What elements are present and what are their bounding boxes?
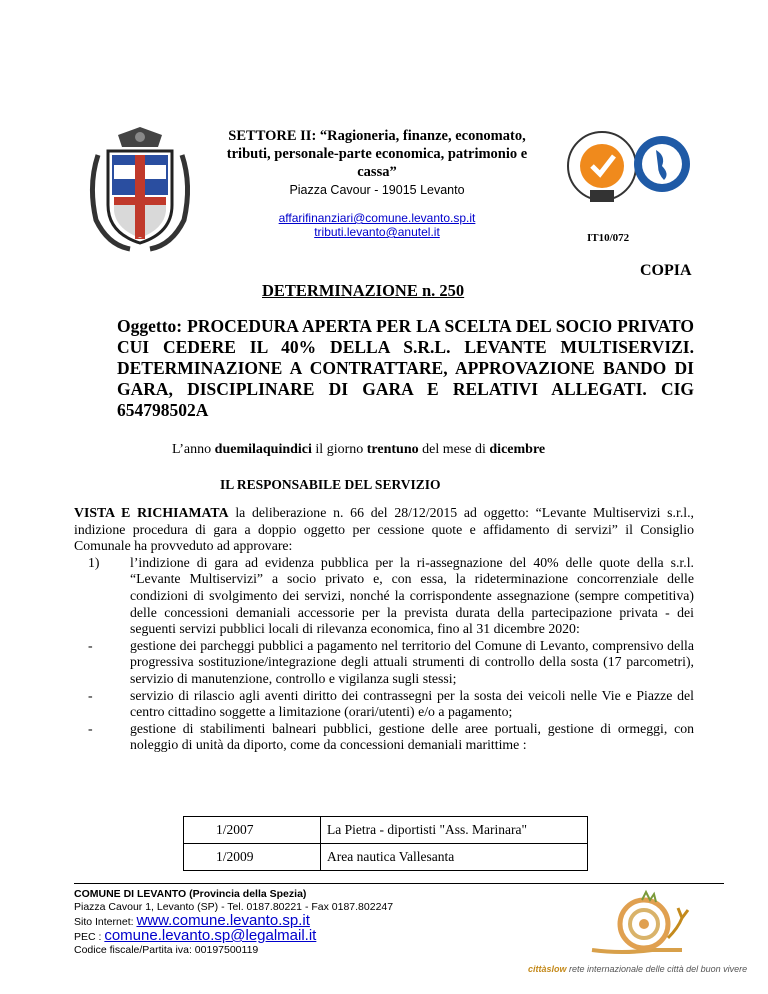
list-item [74, 638, 694, 688]
iso-certification-logo-icon [566, 126, 694, 208]
concession-desc: Area nautica Vallesanta [321, 844, 588, 871]
responsible-heading: IL RESPONSABILE DEL SERVIZIO [220, 477, 441, 492]
subject-heading: Oggetto: PROCEDURA APERTA PER LA SCELTA DEL SOCIO PRIVATO CUI CEDERE IL 40% DELLA S.R.L. LEVANTE MULTISERVIZI. DETERMINAZIONE A CONTRATTARE, APPROVAZIONE BANDO DI GARA, DISCIPLINARE DI GARA E RELATIVI ALLEGATI. CIG 654798502A [117, 316, 694, 420]
cittaslow-snail-logo-icon [582, 888, 712, 958]
concession-code: 1/2009 [184, 844, 321, 871]
document-body [74, 505, 694, 754]
list-marker: 1) [88, 554, 100, 570]
dash-marker: - [88, 720, 93, 736]
municipal-crest-icon [78, 125, 202, 253]
network-tagline: rete internazionale delle città del buon vivere [566, 964, 748, 974]
vista-text: la deliberazione n. 66 del 28/12/2015 ad oggetto: “Levante Multiservizi s.r.l., indizione procedura di gara a doppio oggetto per cessione quote e affidamento di servizi” il Consiglio Comunale ha provveduto ad approvare: [74, 505, 695, 554]
month-prefix: del mese di [418, 442, 490, 457]
network-brand: cittàslow [528, 964, 567, 974]
page-footer [74, 888, 393, 957]
office-address: Piazza Cavour - 19015 Levanto [289, 183, 465, 197]
date-line [172, 442, 545, 458]
footer-pec-line [74, 929, 393, 944]
concession-desc: La Pietra - diportisti "Ass. Marinara" [321, 817, 588, 844]
dash-marker: - [88, 637, 93, 653]
bullet-text: servizio di rilascio agli aventi diritto dei contrassegni per la sosta dei veicoli nelle Vie e Piazze del centro cittadino soggette a limitazione (orari/utenti) e/o a pagamento; [130, 687, 694, 720]
year-prefix: L’anno [172, 442, 215, 457]
dash-marker: - [88, 687, 93, 703]
list-item [74, 555, 694, 638]
concession-code: 1/2007 [184, 817, 321, 844]
site-label: Sito Internet: [74, 916, 137, 928]
table-row [184, 817, 588, 844]
pec-label: PEC : [74, 931, 105, 943]
footer-divider [74, 883, 724, 884]
determination-title: DETERMINAZIONE n. 250 [262, 281, 465, 300]
month-word: dicembre [489, 442, 546, 457]
email-link-finance[interactable]: affarifinanziari@comune.levanto.sp.it [278, 211, 476, 225]
footer-org: COMUNE DI LEVANTO (Provincia della Spezia) [74, 888, 307, 900]
list-item [74, 721, 694, 754]
email-link-tributi[interactable]: tributi.levanto@anutel.it [314, 225, 440, 239]
pec-link[interactable]: comune.levanto.sp@legalmail.it [104, 927, 317, 944]
copy-badge: COPIA [640, 262, 692, 279]
footer-contacts: Piazza Cavour 1, Levanto (SP) - Tel. 0187.80221 - Fax 0187.802247 [74, 901, 394, 913]
table-row [184, 844, 588, 871]
sector-header [224, 127, 530, 239]
concessions-table [183, 816, 588, 871]
day-word: trentuno [366, 442, 419, 457]
vista-label: VISTA E RICHIAMATA [74, 505, 229, 520]
year-word: duemilaquindici [214, 442, 312, 457]
bullet-text: gestione di stabilimenti balneari pubblici, gestione delle aree portuali, gestione di ormeggi, con noleggio di unità da diporto, come da concessioni demaniali marittime : [130, 720, 694, 753]
footer-tax-code: Codice fiscale/Partita iva: 00197500119 [74, 944, 259, 956]
list-item [74, 688, 694, 721]
bullet-text: gestione dei parcheggi pubblici a pagamento nel territorio del Comune di Levanto, comprensivo della progressiva sostituzione/integrazione degli attuali strumenti di controllo della sosta (17 parcometri), servizio di manutenzione, controllo e vigilanza sugli stessi; [130, 637, 694, 686]
vista-paragraph [74, 505, 694, 555]
cittaslow-network-text [528, 964, 747, 974]
day-prefix: il giorno [311, 442, 367, 457]
website-link[interactable]: www.comune.levanto.sp.it [136, 912, 310, 929]
certification-code: IT10/072 [587, 232, 630, 244]
item-text: l’indizione di gara ad evidenza pubblica per la ri-assegnazione del 40% delle quote della s.r.l. “Levante Multiservizi” a socio privato e, con essa, la rideterminazione concorrenziale delle condizioni di svolgimento dei servizi, nonché la corrispondente assegnazione (sempre competitiva) delle concessioni demaniali accessorie per la prevista durata della partecipazione privata - dei seguenti servizi pubblici locali di rilevanza economica, fino al 31 dicembre 2020: [130, 554, 694, 637]
sector-title: SETTORE II: “Ragioneria, finanze, economato, tributi, personale-parte economica, patrimonio e cassa” [226, 128, 528, 180]
